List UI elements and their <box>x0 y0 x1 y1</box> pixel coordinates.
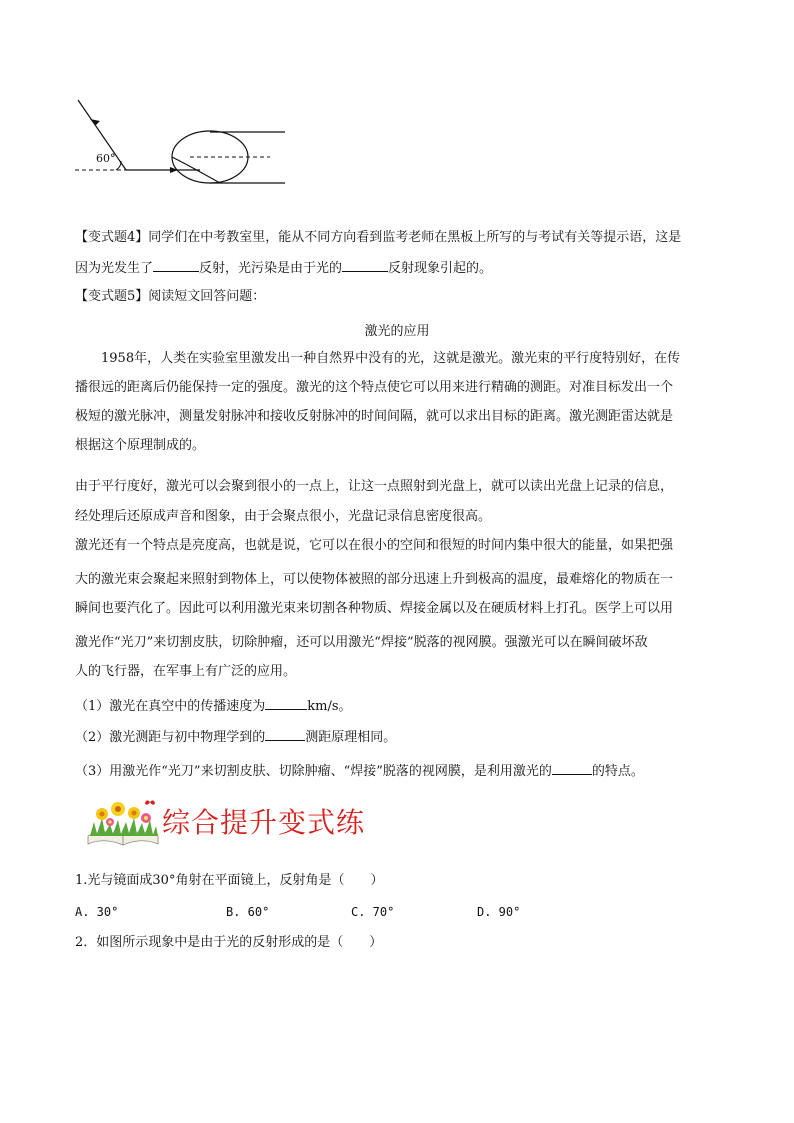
q5-blank-1[interactable] <box>265 696 307 710</box>
passage-title: 激光的应用 <box>364 324 430 339</box>
q5-sub3-tail: 的特点。 <box>591 764 644 779</box>
angle-label: 60° <box>96 152 116 165</box>
passage-line: 激光还有一个特点是亮度高，也就是说，它可以在很小的空间和很短的时间内集中很大的能量，如果把强 <box>75 538 674 553</box>
passage-line: 激光作“光刀”来切割皮肤，切除肿瘤，还可以用激光“焊接”脱落的视网膜。强激光可以在瞬间破坏敌 <box>75 635 648 650</box>
q5-sub1-unit: km/s。 <box>307 699 352 714</box>
choice-c[interactable]: C. 70° <box>351 905 395 919</box>
book-flowers-icon <box>84 796 162 850</box>
passage-line: 根据这个原理制成的。 <box>75 438 206 453</box>
passage-line: 瞬间也要汽化了。因此可以利用激光束来切割各种物质、焊接金属以及在硬质材料上打孔。医学上可以用 <box>75 601 674 616</box>
q4-text-2c: 反射现象引起的。 <box>388 261 493 276</box>
q5-sub3-text: （3）用激光作“光刀”来切割皮肤、切除肿瘤、“焊接”脱落的视网膜，是利用激光的 <box>75 764 552 779</box>
passage-line: 人的飞行器，在军事上有广泛的应用。 <box>75 664 297 679</box>
p1-question: 1.光与镜面成30°角射在平面镜上，反射角是（ ） <box>75 873 384 888</box>
choice-b[interactable]: B. 60° <box>226 905 270 919</box>
q4-line1 <box>75 230 681 246</box>
q4-label: 【变式题4】 <box>75 230 149 245</box>
q4-text-1: 同学们在中考教室里，能从不同方向看到监考老师在黑板上所写的与考试有关等提示语，这是 <box>148 230 682 245</box>
q5-sub2-tail: 测距原理相同。 <box>305 730 397 745</box>
passage-line: 经处理后还原成声音和图象，由于会聚点很小，光盘记录信息密度很高。 <box>75 509 492 524</box>
section-title: 综合提升变式练 <box>162 806 366 839</box>
choice-d[interactable]: D. 90° <box>477 905 521 919</box>
q4-blank-1[interactable] <box>153 258 199 272</box>
q5-label: 【变式题5】 <box>75 289 149 304</box>
passage-line: 由于平行度好，激光可以会聚到很小的一点上，让这一点照射到光盘上，就可以读出光盘上记录的信息， <box>75 479 674 494</box>
q5-sub2-text: （2）激光测距与初中物理学到的 <box>75 730 266 745</box>
q5-blank-2[interactable] <box>265 727 305 741</box>
optics-diagram <box>70 95 300 190</box>
q4-text-2a: 因为光发生了 <box>75 261 154 276</box>
passage-line: 极短的激光脉冲，测量发射脉冲和接收反射脉冲的时间间隔，就可以求出目标的距离。激光测距雷达就是 <box>75 409 674 424</box>
passage-line: 大的激光束会聚起来照射到物体上，可以使物体被照的部分迅速上升到极高的温度，最难熔化的物质在一 <box>75 572 674 587</box>
p2-question: 2．如图所示现象中是由于光的反射形成的是（ ） <box>75 935 383 950</box>
q5-sub1 <box>75 696 352 715</box>
q5-sub1-text: （1）激光在真空中的传播速度为 <box>75 699 266 714</box>
passage-line: 播很远的距离后仍能保持一定的强度。激光的这个特点使它可以用来进行精确的测距。对准目标发出一个 <box>75 380 674 395</box>
q5-sub3 <box>75 761 644 780</box>
q4-blank-2[interactable] <box>342 258 388 272</box>
q4-text-2b: 反射，光污染是由于光的 <box>199 261 343 276</box>
q5-intro: 阅读短文回答问题： <box>148 289 266 304</box>
q5-header <box>75 289 265 305</box>
q4-line2 <box>75 258 492 277</box>
q5-blank-3[interactable] <box>552 761 592 775</box>
passage-line: 1958年，人类在实验室里激发出一种自然界中没有的光，这就是激光。激光束的平行度特别好，在传 <box>101 351 681 366</box>
choice-a[interactable]: A. 30° <box>75 905 119 919</box>
q5-sub2 <box>75 727 396 746</box>
